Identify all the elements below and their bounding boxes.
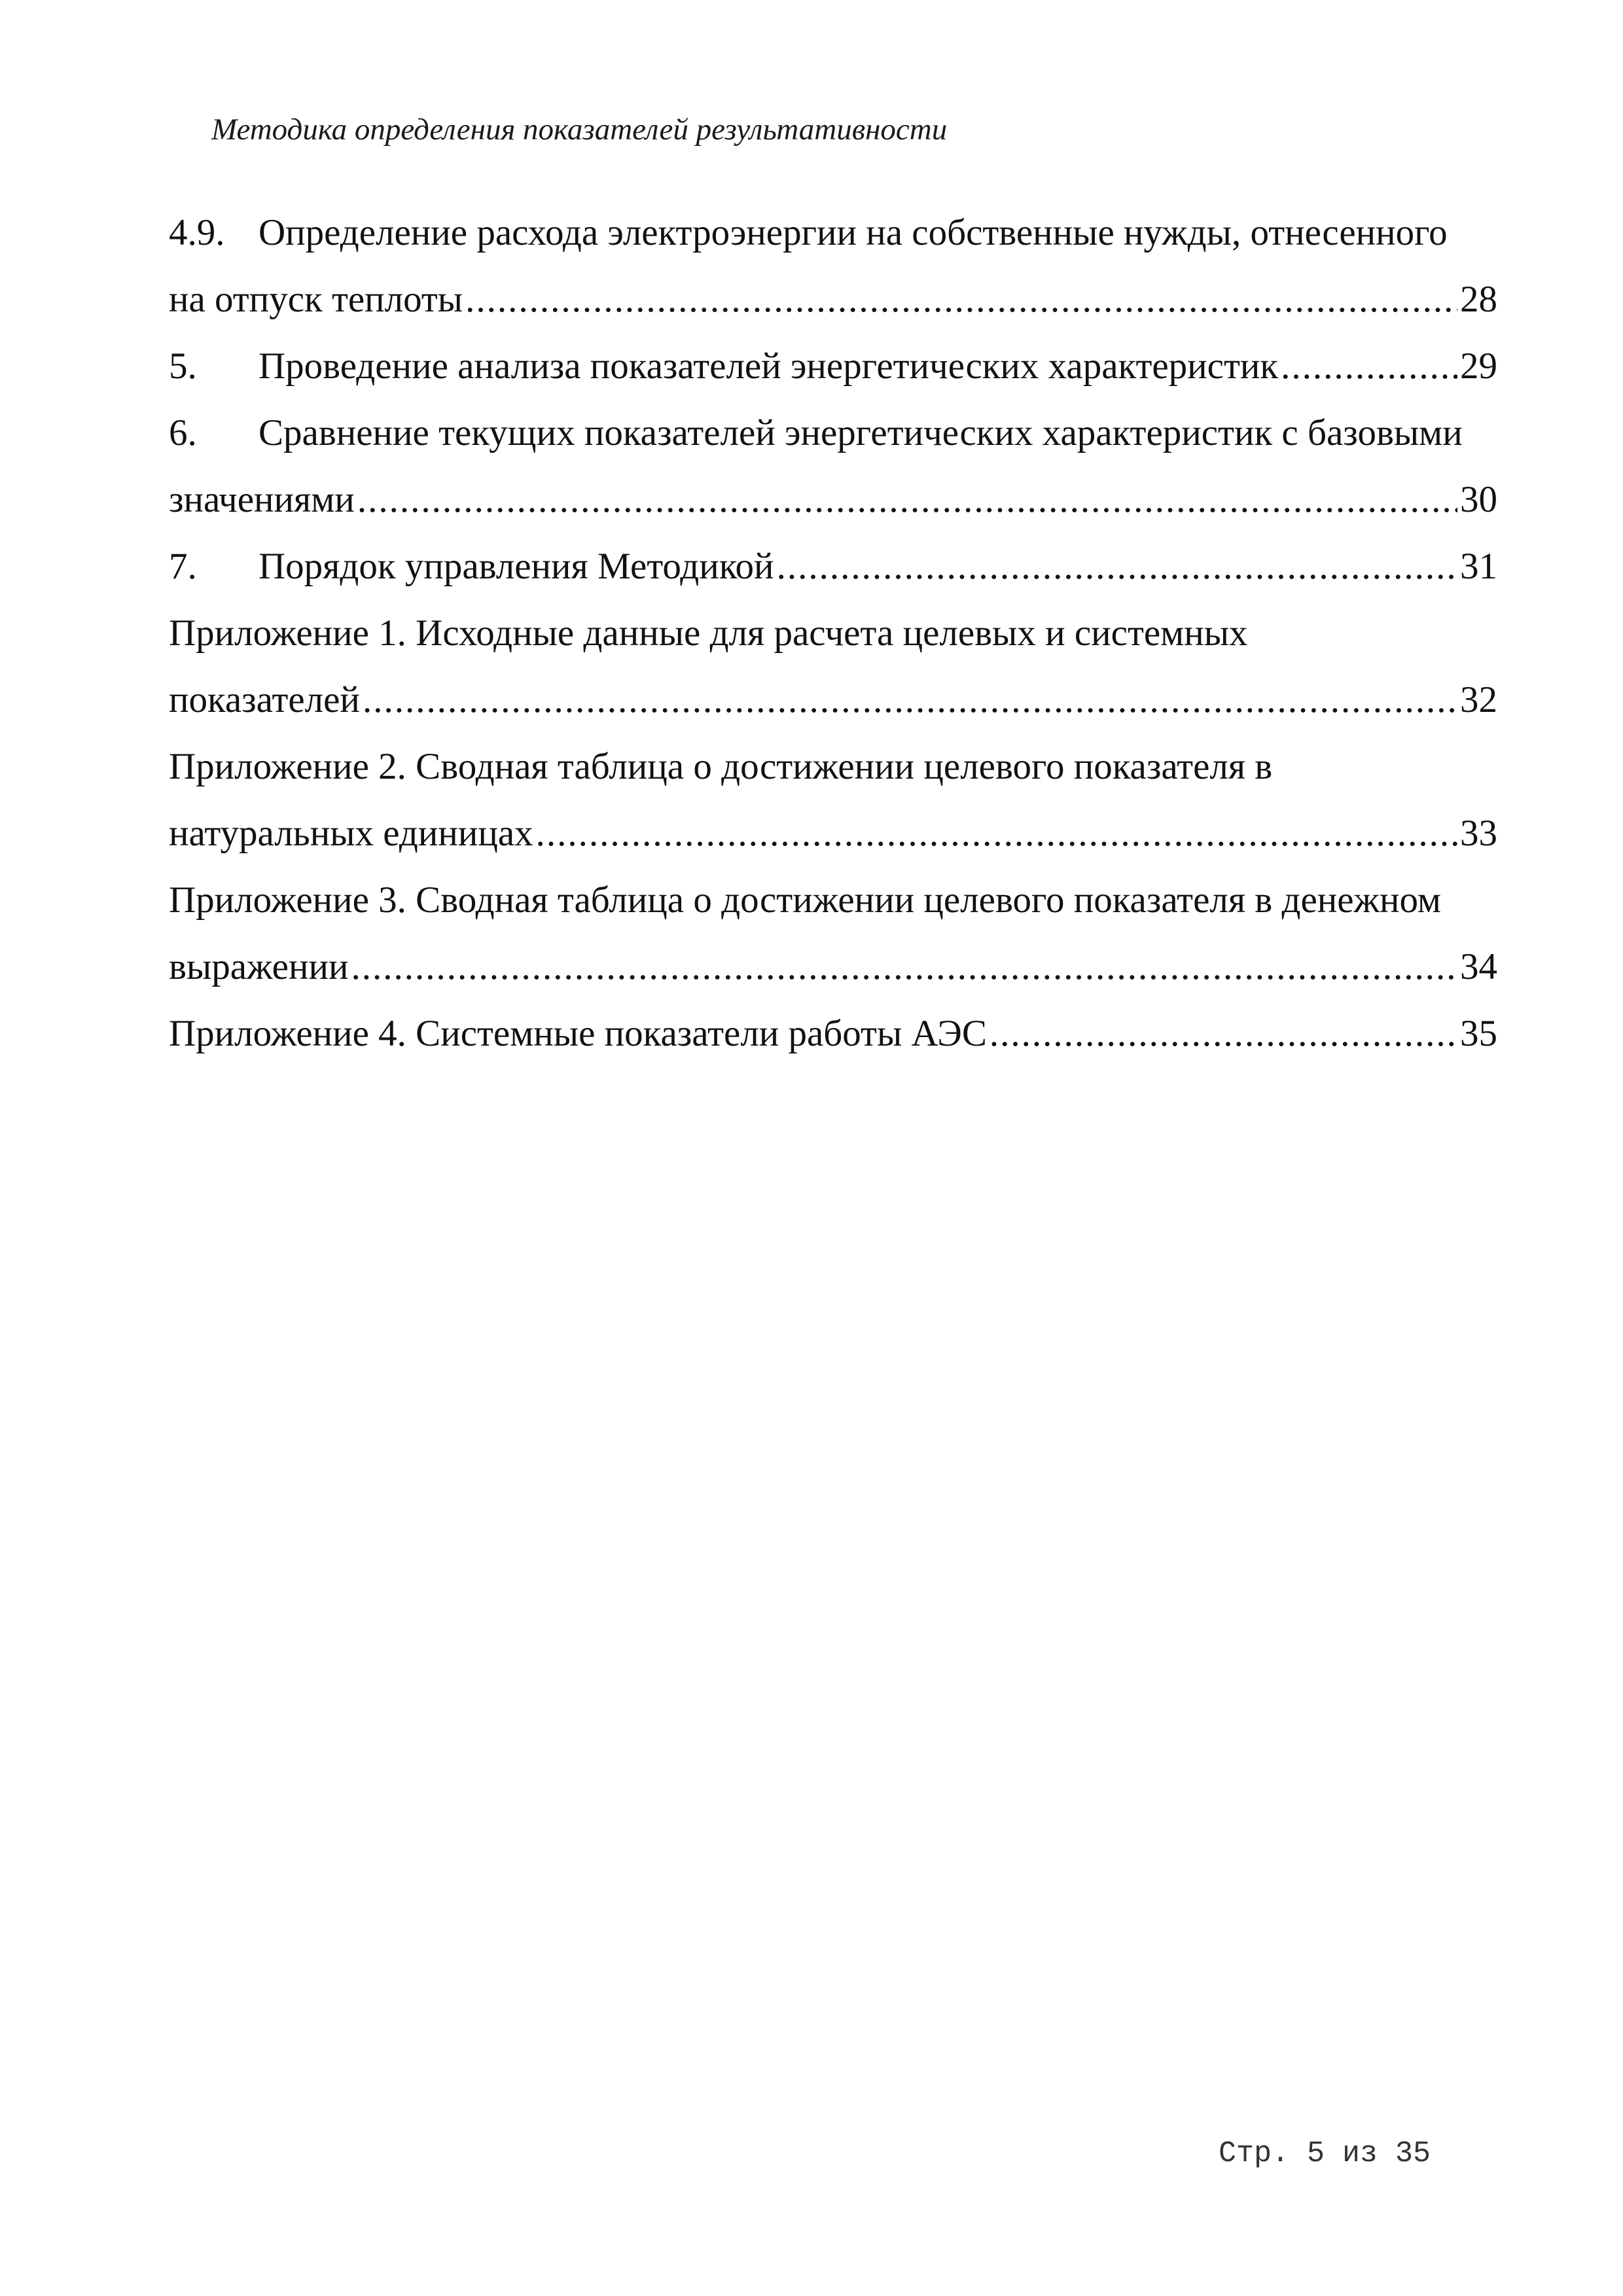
toc-entry-title-continued: натуральных единицах xyxy=(169,813,533,854)
toc-entry-page-number: 32 xyxy=(1460,679,1497,720)
toc-entry-page-number: 31 xyxy=(1460,546,1497,587)
dot-leader xyxy=(465,266,1457,333)
dot-leader xyxy=(1281,333,1457,400)
table-of-contents xyxy=(169,200,1497,1067)
toc-entry-page-number: 35 xyxy=(1460,1013,1497,1054)
toc-entry-title-continued: выражении xyxy=(169,946,349,987)
dot-leader xyxy=(351,934,1457,1000)
dot-leader xyxy=(363,667,1457,733)
toc-entry-appendix-2[interactable] xyxy=(169,733,1497,867)
toc-entry-title: Приложение 4. Системные показатели работы АЭС xyxy=(169,1013,987,1054)
toc-entry-title-continued: показателей xyxy=(169,679,360,720)
toc-entry-title-continued: на отпуск теплоты xyxy=(169,279,463,320)
toc-entry-title-continued: значениями xyxy=(169,479,355,520)
toc-entry-page-number: 34 xyxy=(1460,946,1497,987)
toc-entry-number: 6. xyxy=(169,412,197,453)
toc-entry-page-number: 33 xyxy=(1460,813,1497,854)
toc-entry-number: 7. xyxy=(169,546,197,587)
toc-entry-page-number: 29 xyxy=(1460,345,1497,387)
toc-entry-page-number: 30 xyxy=(1460,479,1497,520)
page-number-footer: Стр. 5 из 35 xyxy=(1219,2137,1431,2170)
toc-entry-number: 5. xyxy=(169,345,197,387)
toc-entry-appendix-3[interactable] xyxy=(169,867,1497,1000)
toc-entry-title: Проведение анализа показателей энергетических характеристик xyxy=(259,345,1279,387)
toc-entry-title: Приложение 3. Сводная таблица о достижении целевого показателя в денежном xyxy=(169,879,1441,921)
toc-entry-title: Сравнение текущих показателей энергетических характеристик с базовыми xyxy=(259,412,1463,453)
toc-entry-appendix-4[interactable] xyxy=(169,1000,1497,1067)
toc-entry-title: Приложение 2. Сводная таблица о достижении целевого показателя в xyxy=(169,746,1273,787)
toc-entry-title: Определение расхода электроэнергии на собственные нужды, отнесенного xyxy=(259,212,1448,253)
toc-entry-page-number: 28 xyxy=(1460,279,1497,320)
toc-entry-4-9[interactable] xyxy=(169,200,1497,333)
dot-leader xyxy=(777,533,1457,600)
toc-entry-title: Порядок управления Методикой xyxy=(259,546,774,587)
toc-entry-5[interactable] xyxy=(169,333,1497,400)
dot-leader xyxy=(357,467,1457,533)
toc-entry-title: Приложение 1. Исходные данные для расчета целевых и системных xyxy=(169,612,1248,654)
dot-leader xyxy=(536,800,1457,867)
toc-entry-appendix-1[interactable] xyxy=(169,600,1497,733)
page-header-title: Методика определения показателей результативности xyxy=(211,113,948,147)
toc-entry-7[interactable] xyxy=(169,533,1497,600)
dot-leader xyxy=(990,1000,1457,1067)
toc-entry-number: 4.9. xyxy=(169,212,225,253)
toc-entry-6[interactable] xyxy=(169,400,1497,533)
